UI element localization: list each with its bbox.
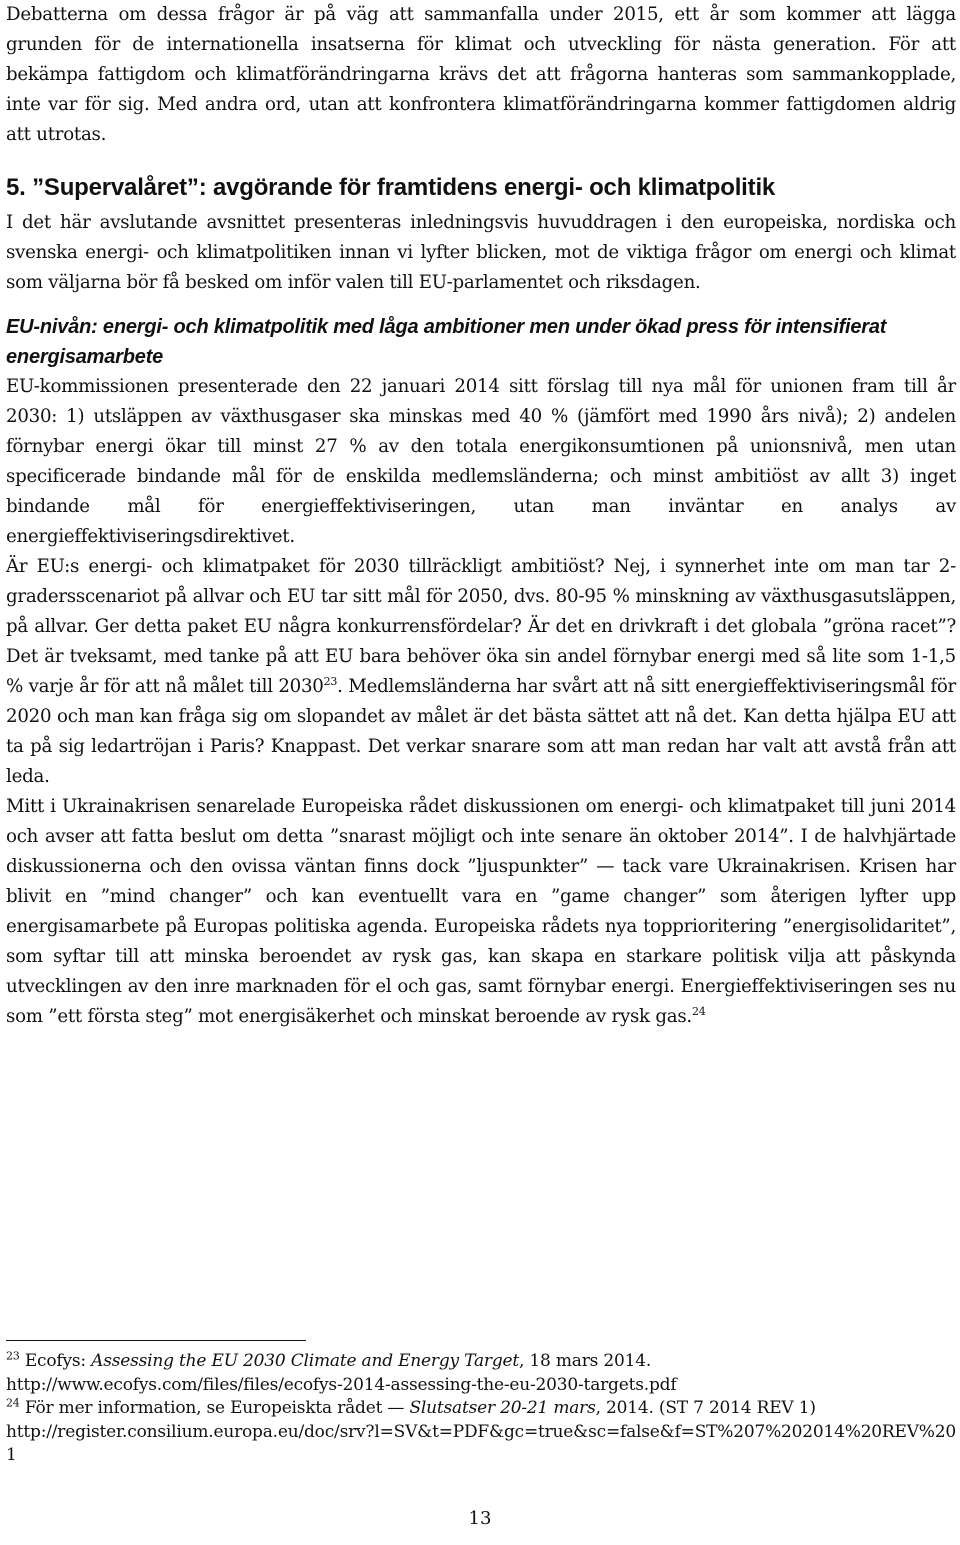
footnote-ref-24[interactable]: 24 <box>691 1004 706 1018</box>
footnote-title: Assessing the EU 2030 Climate and Energy Target <box>91 1351 519 1371</box>
footnote-24 <box>6 1397 956 1421</box>
paragraph-eu-targets: EU-kommissionen presenterade den 22 januari 2014 sitt förslag till nya mål för unionen fram till år 2030: 1) utsläppen av växthusgaser ska minskas med 40 % (jämfört med 1990 års nivå); 2) andelen förnybar energi ökar till minst 27 % av den totala energikonsumtionen på unionsnivå, men utan specificerade bindande mål för de enskilda medlemsländerna; och minst ambitiöst av allt 3) inget bindande mål för energieffektiviseringen, utan man inväntar en analys av energieffektiviseringsdirektivet. <box>6 376 956 547</box>
section-intro-paragraph: I det här avslutande avsnittet presenteras inledningsvis huvuddragen i den europeiska, nordiska och svenska energi- och klimatpolitiken innan vi lyfter blicken, mot de viktiga frågor om energi och klimat som väljarna bör få besked om inför valen till EU-parlamentet och riksdagen. <box>6 212 956 293</box>
document-page <box>6 0 956 1032</box>
footnote-text: För mer information, se Europeiskta rådet — <box>19 1398 410 1418</box>
footnote-separator <box>6 1340 306 1341</box>
page-number: 13 <box>468 1508 492 1529</box>
paragraph-text: . Medlemsländerna har svårt att nå sitt energieffektiviseringsmål för 2020 och man kan fråga sig om slopandet av målet är det bästa sättet att nå det. Kan detta hjälpa EU att ta på sig ledartröjan i Paris? Knappast. Det verkar snarare som att man redan har valt att avstå från att leda. <box>6 676 956 787</box>
section-subheading: EU-nivån: energi- och klimatpolitik med låga ambitioner men under ökad press för intensifierat energisamarbete <box>6 316 887 368</box>
footnote-24-url[interactable]: http://register.consilium.europa.eu/doc/srv?l=SV&t=PDF&gc=true&sc=false&f=ST%207%202014%20REV%201 <box>6 1421 956 1465</box>
footnote-ref-23[interactable]: 23 <box>323 674 338 688</box>
footnote-23 <box>6 1350 956 1374</box>
footnote-number: 24 <box>6 1396 20 1410</box>
footnote-text: , 18 mars 2014. <box>519 1351 652 1371</box>
footnote-title: Slutsatser 20-21 mars <box>409 1398 596 1418</box>
intro-paragraph: Debatterna om dessa frågor är på väg att sammanfalla under 2015, ett år som kommer att lägga grunden för de internationella insatserna för klimat och utveckling för nästa generation. För att bekämpa fattigdom och klimatförändringarna krävs det att frågorna hanteras som sammankopplade, inte var för sig. Med andra ord, utan att konfrontera klimatförändringarna kommer fattigdomen aldrig att utrotas. <box>6 4 956 145</box>
paragraph-ukraine-crisis <box>6 792 956 1032</box>
footnote-number: 23 <box>6 1349 20 1363</box>
footnotes <box>6 1350 956 1468</box>
footnote-23-url[interactable]: http://www.ecofys.com/files/files/ecofys-2014-assessing-the-eu-2030-targets.pdf <box>6 1374 677 1395</box>
footnote-text: , 2014. (ST 7 2014 REV 1) <box>595 1398 816 1418</box>
paragraph-text: Är EU:s energi- och klimatpaket för 2030 tillräckligt ambitiöst? Nej, i synnerhet inte om man tar 2-gradersscenariot på allvar och EU tar sitt mål för 2050, dvs. 80-95 % minskning av växthusgasutsläppen, på allvar. Ger detta paket EU några konkurrensfördelar? Är det en drivkraft i det globala ”gröna racet”? Det är tveksamt, med tanke på att EU bara behöver öka sin andel förnybar energi med så lite som 1-1,5 % varje år för att nå målet till 2030 <box>6 556 956 697</box>
paragraph-text: Mitt i Ukrainakrisen senarelade Europeiska rådet diskussionen om energi- och klimatpaket till juni 2014 och avser att fatta beslut om detta ”snarast möjligt och inte senare än oktober 2014”. I de halvhjärtade diskussionerna och den ovissa väntan finns dock ”ljuspunkter” — tack vare Ukrainakrisen. Krisen har blivit en ”mind changer” och kan eventuellt vara en ”game changer” som återigen lyfter upp energisamarbete på Europas politiska agenda. Europeiska rådets nya topprioritering ”energisolidaritet”, som syftar till att minska beroendet av rysk gas, kan skapa en starkare politisk vilja att påskynda utvecklingen av den inre marknaden för el och gas, samt förnybar energi. Energieffektiviseringen ses nu som ”ett första steg” mot energisäkerhet och minskat beroende av rysk gas. <box>6 796 956 1027</box>
section-heading: 5. ”Supervalåret”: avgörande för framtidens energi- och klimatpolitik <box>6 174 776 201</box>
paragraph-ambition-question <box>6 552 956 792</box>
footnote-text: Ecofys: <box>19 1351 92 1371</box>
